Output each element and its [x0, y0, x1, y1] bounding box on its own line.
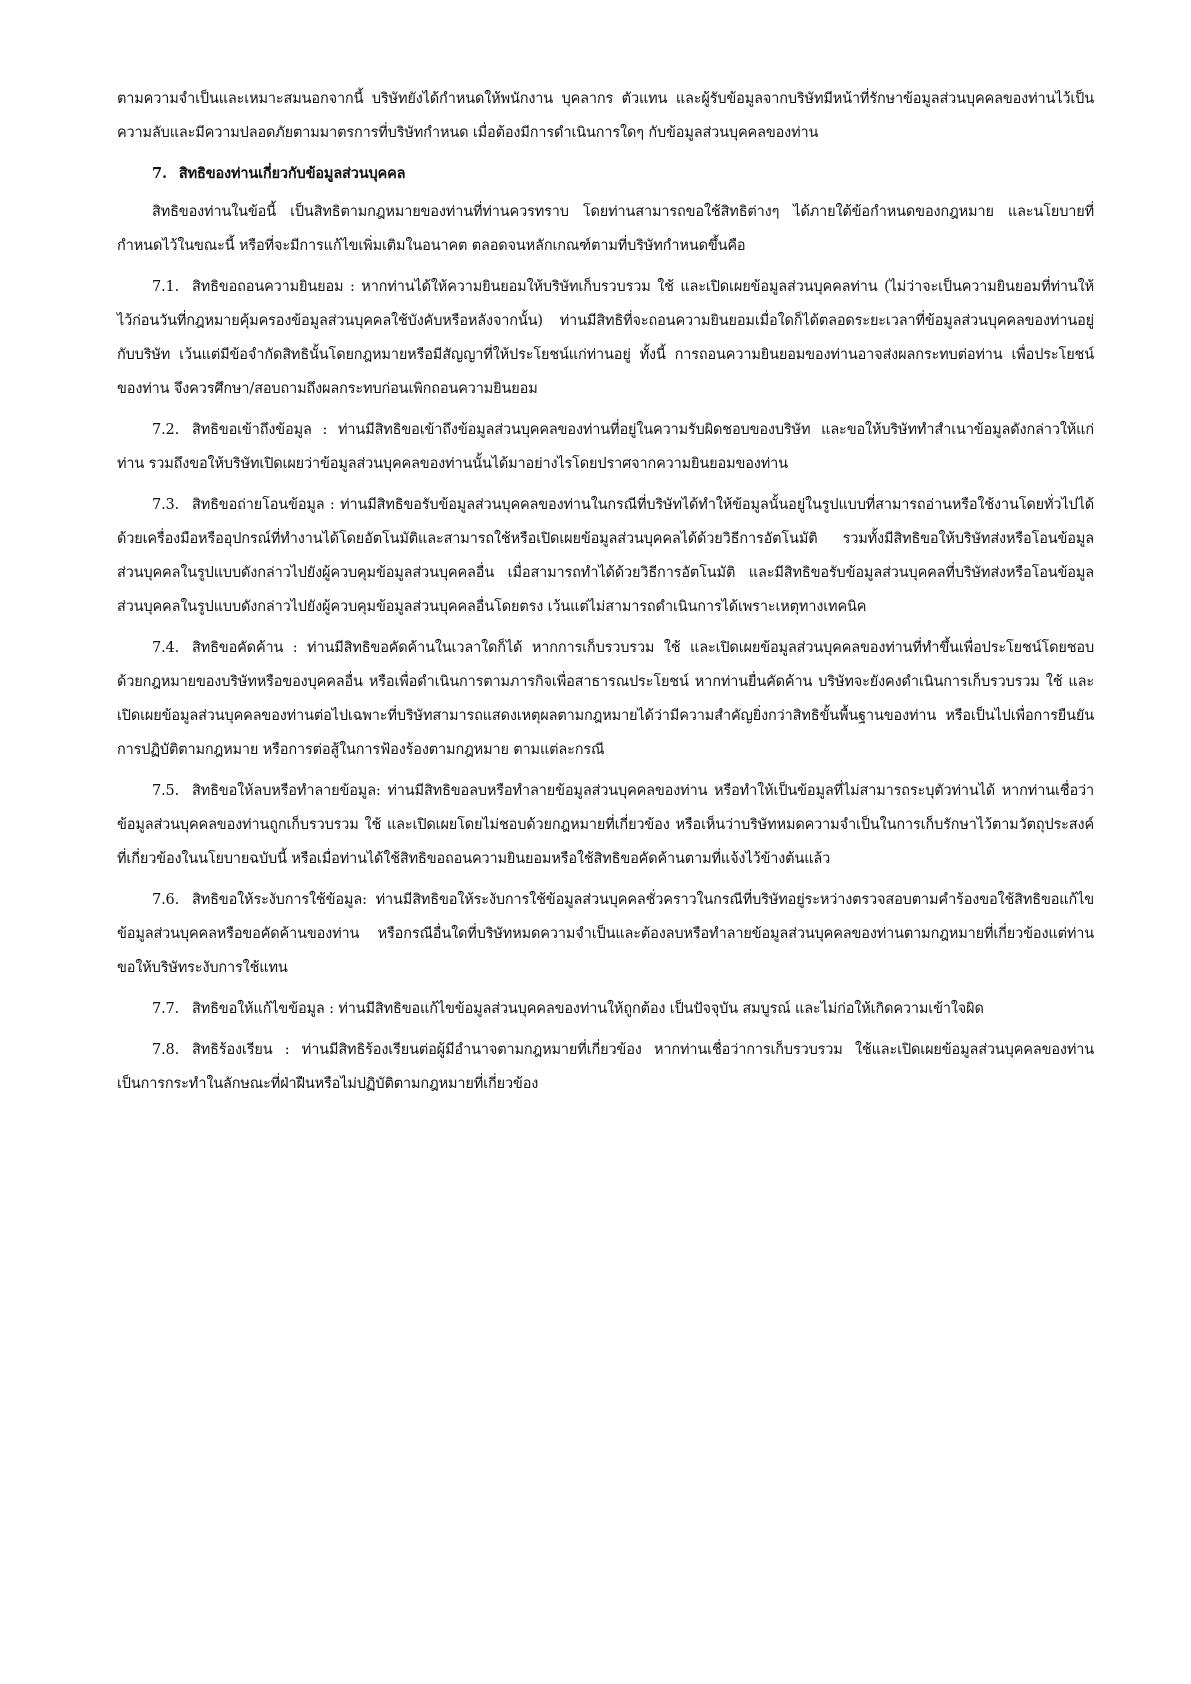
section-lead-paragraph: สิทธิของท่านในข้อนี้ เป็นสิทธิตามกฎหมายของท่านที่ท่านควรทราบ โดยท่านสามารถขอใช้สิทธิต่างๆ ได้ภายใต้ข้อกำหนดของกฎหมาย และนโยบายที่กำหนดไว้ในขณะนี้ หรือที่จะมีการแก้ไขเพิ่มเติมในอนาคต ตลอดจนหลักเกณฑ์ตามที่บริษัทกำหนดขึ้นคือ — [117, 204, 1094, 254]
section-number: 7. — [152, 165, 167, 182]
item-title: สิทธิขอเข้าถึงข้อมูล : — [192, 422, 328, 438]
item-text: ท่านมีสิทธิขอแก้ไขข้อมูลส่วนบุคคลของท่านให้ถูกต้อง เป็นปัจจุบัน สมบูรณ์ และไม่ก่อให้เกิดความเข้าใจผิด — [338, 1001, 984, 1017]
right-item — [117, 270, 1094, 406]
item-number: 7.7. — [152, 1001, 180, 1017]
item-title: สิทธิขอให้แก้ไขข้อมูล : — [192, 1001, 334, 1017]
item-text: ท่านมีสิทธิขอลบหรือทำลายข้อมูลส่วนบุคคลของท่าน หรือทำให้เป็นข้อมูลที่ไม่สามารถระบุตัวท่านได้ หากท่านเชื่อว่าข้อมูลส่วนบุคคลของท่านถูกเก็บรวบรวม ใช้ และเปิดเผยโดยไม่ชอบด้วยกฎหมายที่เกี่ยวข้อง หรือเห็นว่าบริษัทหมดความจำเป็นในการเก็บรักษาไว้ตามวัตถุประสงค์ที่เกี่ยวข้องในนโยบายฉบับนี้ หรือเมื่อท่านได้ใช้สิทธิขอถอนความยินยอมหรือใช้สิทธิขอคัดค้านตามที่แจ้งไว้ข้างต้นแล้ว — [117, 783, 1094, 867]
item-title: สิทธิขอถอนความยินยอม : — [192, 279, 355, 295]
item-text: ท่านมีสิทธิขอเข้าถึงข้อมูลส่วนบุคคลของท่านที่อยู่ในความรับผิดชอบของบริษัท และขอให้บริษัททำสำเนาข้อมูลดังกล่าวให้แก่ท่าน รวมถึงขอให้บริษัทเปิดเผยว่าข้อมูลส่วนบุคคลของท่านนั้นได้มาอย่างไรโดยปราศจากความยินยอมของท่าน — [117, 422, 1094, 472]
item-title: สิทธิขอให้ระงับการใช้ข้อมูล: — [192, 892, 367, 908]
item-number: 7.4. — [152, 640, 180, 656]
item-title: สิทธิขอให้ลบหรือทำลายข้อมูล: — [192, 783, 381, 799]
section-heading — [117, 157, 1094, 191]
item-title: สิทธิขอคัดค้าน : — [192, 640, 298, 656]
section-title: สิทธิของท่านเกี่ยวกับข้อมูลส่วนบุคคล — [178, 165, 406, 182]
item-title: สิทธิร้องเรียน : — [192, 1042, 290, 1058]
item-text: ท่านมีสิทธิขอคัดค้านในเวลาใดก็ได้ หากการเก็บรวบรวม ใช้ และเปิดเผยข้อมูลส่วนบุคคลของท่านที่ทำขึ้นเพื่อประโยชน์โดยชอบด้วยกฎหมายของบริษัทหรือของบุคคลอื่น หรือเพื่อดำเนินการตามภารกิจเพื่อสาธารณประโยชน์ หากท่านยื่นคัดค้าน บริษัทจะยังคงดำเนินการเก็บรวบรวม ใช้ และเปิดเผยข้อมูลส่วนบุคคลของท่านต่อไปเฉพาะที่บริษัทสามารถแสดงเหตุผลตามกฎหมายได้ว่ามีความสำคัญยิ่งกว่าสิทธิขั้นพื้นฐานของท่าน หรือเป็นไปเพื่อการยืนยัน การปฏิบัติตามกฎหมาย หรือการต่อสู้ในการฟ้องร้องตามกฎหมาย ตามแต่ละกรณี — [117, 640, 1094, 758]
item-number: 7.8. — [152, 1042, 180, 1058]
item-text: ท่านมีสิทธิขอรับข้อมูลส่วนบุคคลของท่านในกรณีที่บริษัทได้ทำให้ข้อมูลนั้นอยู่ในรูปแบบที่สามารถอ่านหรือใช้งานโดยทั่วไปได้ด้วยเครื่องมือหรืออุปกรณ์ที่ทำงานได้โดยอัตโนมัติและสามารถใช้หรือเปิดเผยข้อมูลส่วนบุคคลได้ด้วยวิธีการอัตโนมัติ รวมทั้งมีสิทธิขอให้บริษัทส่งหรือโอนข้อมูลส่วนบุคคลในรูปแบบดังกล่าวไปยังผู้ควบคุมข้อมูลส่วนบุคคลอื่น เมื่อสามารถทำได้ด้วยวิธีการอัตโนมัติ และมีสิทธิขอรับข้อมูลส่วนบุคคลที่บริษัทส่งหรือโอนข้อมูลส่วนบุคคลในรูปแบบดังกล่าวไปยังผู้ควบคุมข้อมูลส่วนบุคคลอื่นโดยตรง เว้นแต่ไม่สามารถดำเนินการได้เพราะเหตุทางเทคนิค — [117, 497, 1094, 615]
right-item — [117, 774, 1094, 876]
item-number: 7.3. — [152, 497, 180, 513]
right-item — [117, 413, 1094, 481]
item-number: 7.6. — [152, 892, 180, 908]
right-item — [117, 992, 1094, 1026]
item-title: สิทธิขอถ่ายโอนข้อมูล : — [192, 497, 335, 513]
item-number: 7.5. — [152, 783, 180, 799]
item-number: 7.2. — [152, 422, 180, 438]
right-item — [117, 488, 1094, 624]
right-item — [117, 883, 1094, 985]
item-text: หากท่านได้ให้ความยินยอมให้บริษัทเก็บรวบรวม ใช้ และเปิดเผยข้อมูลส่วนบุคคลท่าน (ไม่ว่าจะเป็นความยินยอมที่ท่านให้ไว้ก่อนวันที่กฎหมายคุ้มครองข้อมูลส่วนบุคคลใช้บังคับหรือหลังจากนั้น) ท่านมีสิทธิที่จะถอนความยินยอมเมื่อใดก็ได้ตลอดระยะเวลาที่ข้อมูลส่วนบุคคลของท่านอยู่กับบริษัท เว้นแต่มีข้อจำกัดสิทธินั้นโดยกฎหมายหรือมีสัญญาที่ให้ประโยชน์แก่ท่านอยู่ ทั้งนี้ การถอนความยินยอมของท่านอาจส่งผลกระทบต่อท่าน เพื่อประโยชน์ของท่าน จึงควรศึกษา/สอบถามถึงผลกระทบก่อนเพิกถอนความยินยอม — [117, 279, 1094, 397]
intro-paragraph: ตามความจำเป็นและเหมาะสมนอกจากนี้ บริษัทยังได้กำหนดให้พนักงาน บุคลากร ตัวแทน และผู้รับข้อมูลจากบริษัทมีหน้าที่รักษาข้อมูลส่วนบุคคลของท่านไว้เป็นความลับและมีความปลอดภัยตามมาตรการที่บริษัทกำหนด เมื่อต้องมีการดำเนินการใดๆ กับข้อมูลส่วนบุคคลของท่าน — [117, 91, 1094, 141]
right-item — [117, 1033, 1094, 1101]
document-page — [117, 82, 1094, 1108]
item-text: ท่านมีสิทธิร้องเรียนต่อผู้มีอำนาจตามกฎหมายที่เกี่ยวข้อง หากท่านเชื่อว่าการเก็บรวบรวม ใช้และเปิดเผยข้อมูลส่วนบุคคลของท่านเป็นการกระทำในลักษณะที่ฝ่าฝืนหรือไม่ปฏิบัติตามกฎหมายที่เกี่ยวข้อง — [117, 1042, 1094, 1092]
right-item — [117, 631, 1094, 767]
item-text: ท่านมีสิทธิขอให้ระงับการใช้ข้อมูลส่วนบุคคลชั่วคราวในกรณีที่บริษัทอยู่ระหว่างตรวจสอบตามคำร้องขอใช้สิทธิขอแก้ไขข้อมูลส่วนบุคคลหรือขอคัดค้านของท่าน หรือกรณีอื่นใดที่บริษัทหมดความจำเป็นและต้องลบหรือทำลายข้อมูลส่วนบุคคลของท่านตามกฎหมายที่เกี่ยวข้องแต่ท่านขอให้บริษัทระงับการใช้แทน — [117, 892, 1094, 976]
item-number: 7.1. — [152, 279, 180, 295]
